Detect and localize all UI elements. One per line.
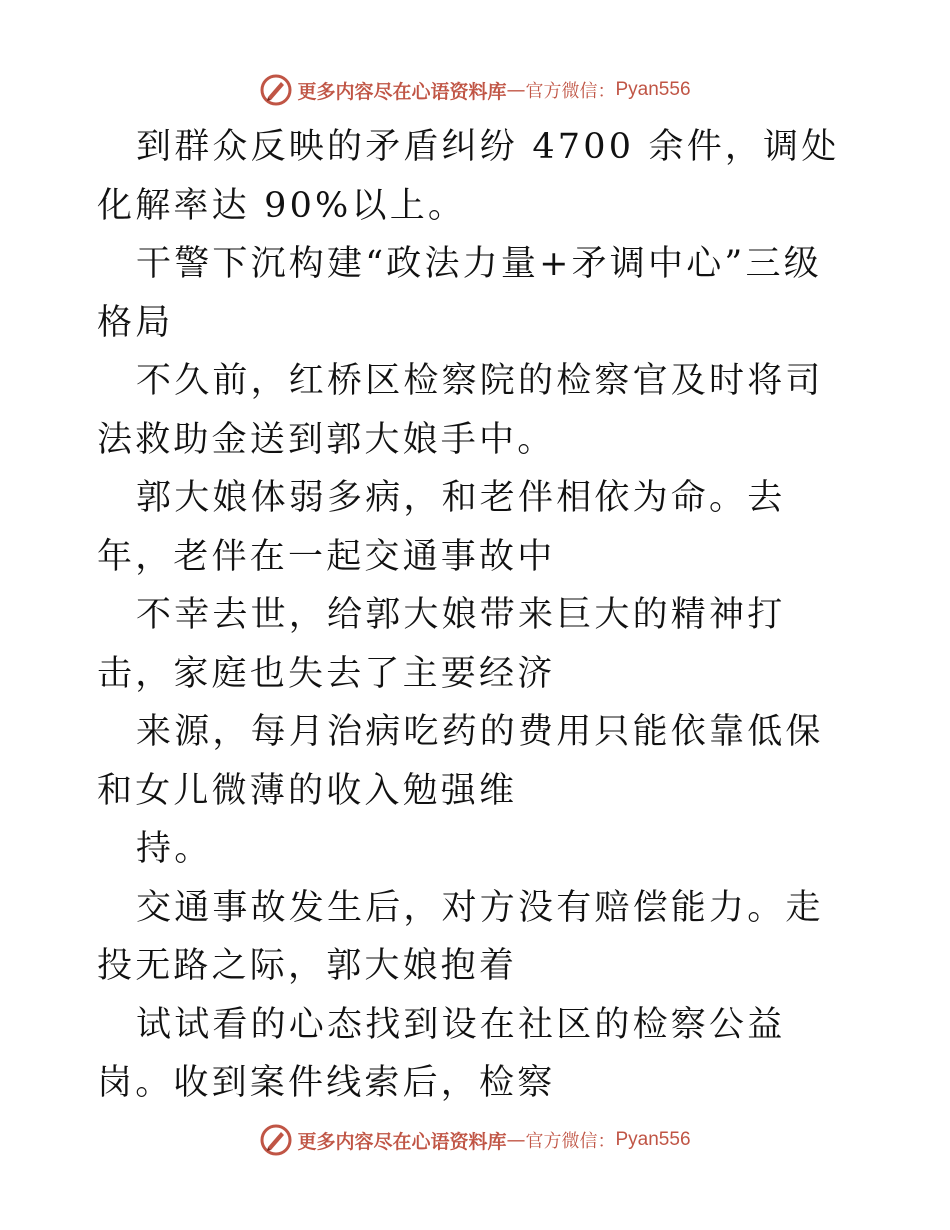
paragraph-6: 来源，每月治病吃药的费用只能依靠低保和女儿微薄的收入勉强维: [97, 712, 824, 811]
footer-banner: [0, 1120, 950, 1160]
paragraph-9: 试试看的心态找到设在社区的检察公益岗。收到案件线索后，检察: [97, 1004, 786, 1103]
paragraph-4: 郭大娘体弱多病，和老伴相依为命。去年，老伴在一起交通事故中: [97, 478, 786, 577]
paragraph-3: 不久前，红桥区检察院的检察官及时将司法救助金送到郭大娘手中。: [97, 361, 824, 460]
footer-wechat-label: 官方微信：: [525, 1131, 616, 1152]
paragraph-8: 交通事故发生后，对方没有赔偿能力。走投无路之际，郭大娘抱着: [97, 887, 824, 986]
paragraph-2: 干警下沉构建“政法力量+矛调中心”三级格局: [97, 244, 822, 343]
paragraph-1: 到群众反映的矛盾纠纷 4700 余件，调处化解率达 90%以上。: [97, 127, 840, 226]
paragraph-7: 持。: [136, 829, 213, 869]
header-banner: [0, 70, 950, 110]
header-separator: —: [506, 79, 526, 101]
brand-logo-icon: [259, 73, 293, 107]
header-site-text: 更多内容尽在心语资料库: [297, 80, 507, 103]
document-body: [97, 118, 857, 1113]
header-wechat-id: Pyan556: [615, 79, 691, 100]
footer-wechat-id: Pyan556: [615, 1129, 691, 1150]
header-wechat-label: 官方微信：: [525, 81, 616, 102]
footer-separator: —: [506, 1129, 526, 1151]
paragraph-5: 不幸去世，给郭大娘带来巨大的精神打击，家庭也失去了主要经济: [97, 595, 786, 694]
brand-logo-icon: [259, 1123, 293, 1157]
footer-site-text: 更多内容尽在心语资料库: [297, 1130, 507, 1153]
